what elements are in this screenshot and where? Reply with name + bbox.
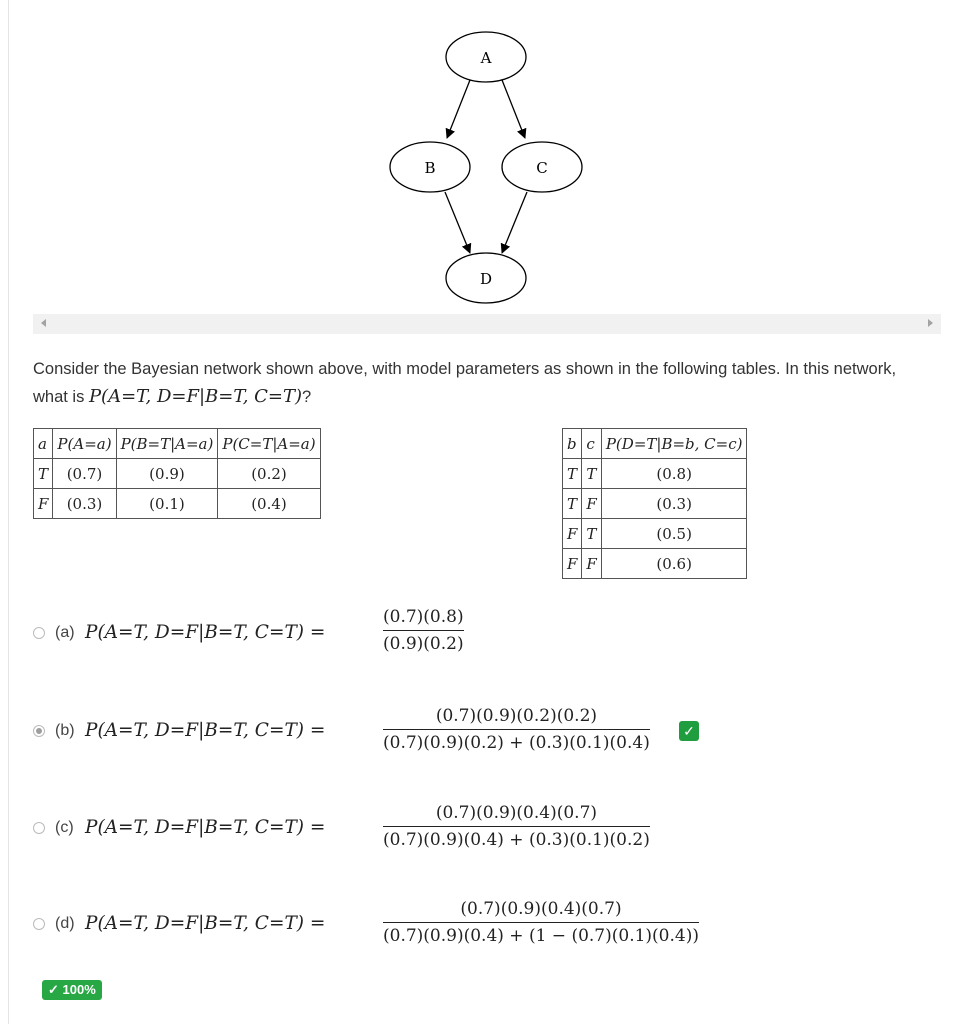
option-a-fraction	[383, 606, 464, 655]
table-header-cell: P(C=T|A=a)	[218, 429, 320, 459]
table-header-cell: P(D=T|B=b, C=c)	[601, 429, 747, 459]
option-d-label: (d)	[55, 915, 75, 932]
table-header-cell: a	[34, 429, 53, 459]
option-d-radio[interactable]	[33, 918, 45, 930]
table-cell: (0.7)	[53, 459, 116, 489]
edge-b-d	[445, 192, 470, 253]
option-b-fraction	[383, 705, 650, 754]
fraction-bar	[383, 729, 650, 730]
fraction-bar	[383, 922, 699, 923]
table-cell: F	[582, 549, 601, 579]
table-cell: T	[34, 459, 53, 489]
table-cell: F	[563, 519, 582, 549]
fraction-bar	[383, 826, 650, 827]
option-d-numerator: (0.7)(0.9)(0.4)(0.7)	[460, 899, 622, 919]
node-d	[446, 253, 526, 303]
node-a	[446, 32, 526, 82]
question-text	[33, 355, 933, 411]
table-cell: F	[34, 489, 53, 519]
option-c[interactable]	[33, 802, 913, 862]
table-cell: (0.3)	[53, 489, 116, 519]
scroll-right-arrow-icon[interactable]	[928, 319, 933, 327]
option-b-lhs: P(A=T, D=F|B=T, C=T) =	[85, 720, 326, 741]
option-a-numerator: (0.7)(0.8)	[383, 607, 464, 627]
table-row	[34, 489, 321, 519]
option-a-label: (a)	[55, 624, 75, 641]
option-a-denominator: (0.9)(0.2)	[383, 634, 464, 654]
node-b-label: B	[424, 159, 436, 177]
option-c-fraction	[383, 802, 650, 851]
correct-check-icon: ✓	[679, 721, 699, 741]
question-text-after: ?	[302, 388, 312, 406]
question-math: P(A=T, D=F|B=T, C=T)	[88, 386, 303, 407]
bayes-network-diagram	[0, 0, 954, 310]
node-d-label: D	[479, 270, 493, 288]
table-row	[34, 459, 321, 489]
option-a-lhs: P(A=T, D=F|B=T, C=T) =	[85, 622, 326, 643]
option-c-denominator: (0.7)(0.9)(0.4) + (0.3)(0.1)(0.2)	[383, 830, 650, 850]
option-d-denominator: (0.7)(0.9)(0.4) + (1 − (0.7)(0.1)(0.4))	[383, 926, 699, 946]
node-b	[390, 142, 470, 192]
score-badge: ✓ 100%	[42, 980, 102, 1000]
option-b-denominator: (0.7)(0.9)(0.2) + (0.3)(0.1)(0.4)	[383, 733, 650, 753]
cpt-table-d	[562, 428, 747, 579]
table-row	[563, 489, 747, 519]
table-header-cell: b	[563, 429, 582, 459]
table-header-cell: P(B=T|A=a)	[116, 429, 218, 459]
option-b-label: (b)	[55, 722, 75, 739]
option-c-radio[interactable]	[33, 822, 45, 834]
edge-a-c	[502, 80, 525, 138]
option-d-lhs: P(A=T, D=F|B=T, C=T) =	[85, 913, 326, 934]
table-cell: (0.9)	[116, 459, 218, 489]
table-header-cell: P(A=a)	[53, 429, 116, 459]
table-header-row	[34, 429, 321, 459]
table-row	[563, 459, 747, 489]
option-d-fraction	[383, 898, 699, 947]
edge-a-b	[447, 80, 470, 138]
table-cell: (0.8)	[601, 459, 747, 489]
node-a-label: A	[480, 49, 492, 67]
table-cell: (0.5)	[601, 519, 747, 549]
option-a-radio[interactable]	[33, 627, 45, 639]
table-cell: T	[582, 519, 601, 549]
table-cell: T	[563, 459, 582, 489]
table-cell: T	[563, 489, 582, 519]
question-text-before: Consider the Bayesian network shown above, with model parameters as shown in the following tables. In this network, what is	[33, 360, 897, 406]
table-row	[563, 549, 747, 579]
table-cell: F	[563, 549, 582, 579]
option-c-lhs: P(A=T, D=F|B=T, C=T) =	[85, 817, 326, 838]
option-b-radio[interactable]	[33, 725, 45, 737]
table-cell: (0.4)	[218, 489, 320, 519]
table-header-row	[563, 429, 747, 459]
scroll-left-arrow-icon[interactable]	[41, 319, 46, 327]
table-cell: (0.6)	[601, 549, 747, 579]
fraction-bar	[383, 630, 464, 631]
node-c	[502, 142, 582, 192]
cpt-table-a-b-c	[33, 428, 321, 519]
option-b-numerator: (0.7)(0.9)(0.2)(0.2)	[435, 706, 598, 726]
table-header-cell: c	[582, 429, 601, 459]
table-cell: (0.2)	[218, 459, 320, 489]
option-a[interactable]	[33, 606, 913, 666]
edge-c-d	[502, 192, 527, 253]
table-cell: T	[582, 459, 601, 489]
option-b[interactable]	[33, 705, 913, 765]
option-c-label: (c)	[55, 819, 74, 836]
node-c-label: C	[536, 159, 548, 177]
horizontal-scrollbar[interactable]	[33, 314, 941, 334]
table-cell: (0.1)	[116, 489, 218, 519]
table-row	[563, 519, 747, 549]
table-cell: (0.3)	[601, 489, 747, 519]
table-cell: F	[582, 489, 601, 519]
option-d[interactable]	[33, 898, 913, 958]
option-c-numerator: (0.7)(0.9)(0.4)(0.7)	[435, 803, 598, 823]
